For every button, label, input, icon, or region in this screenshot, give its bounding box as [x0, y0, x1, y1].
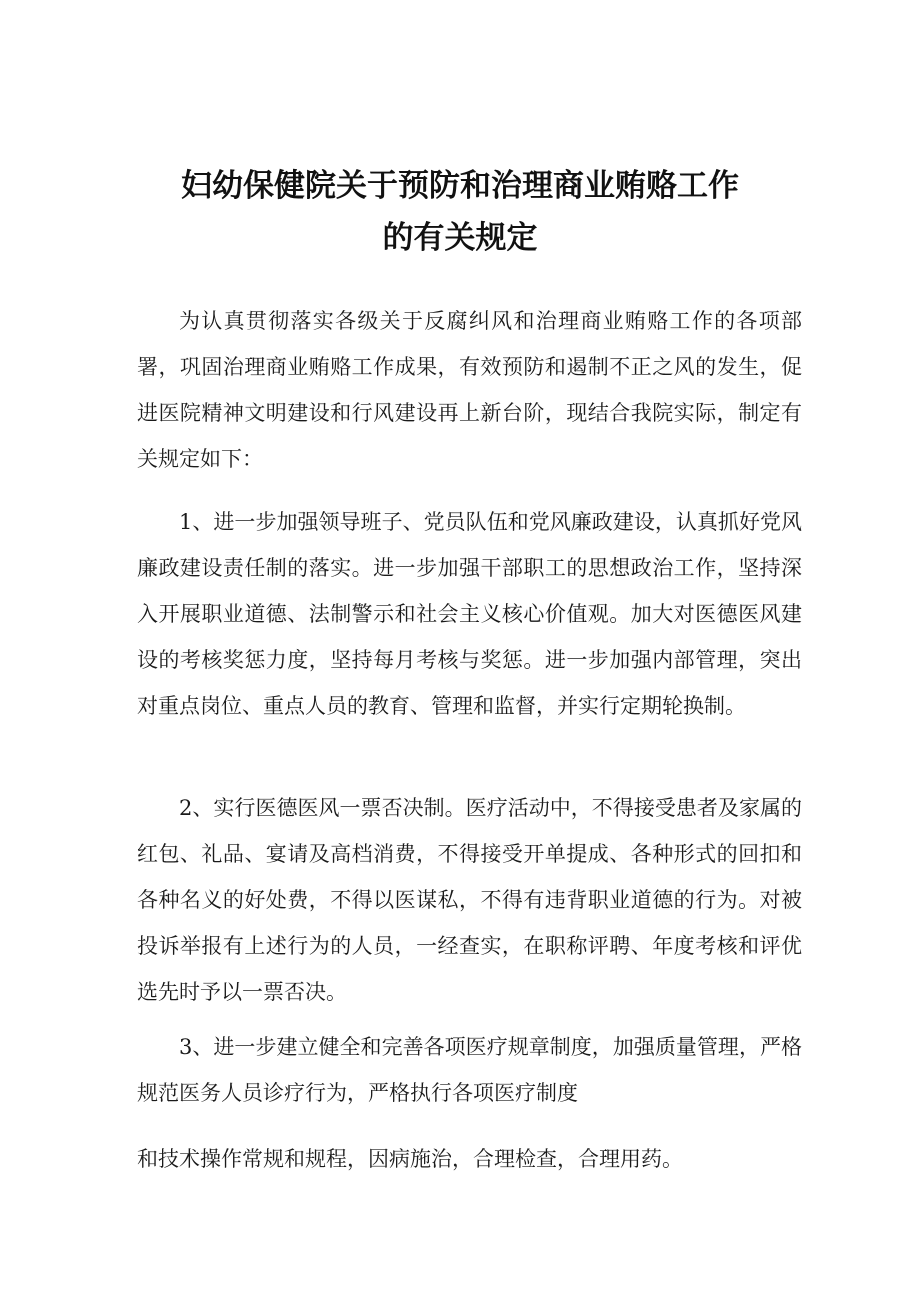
item-3-paragraph: [137, 1024, 802, 1182]
document-title-line-1: 妇幼保健院关于预防和治理商业贿赂工作: [181, 168, 739, 204]
document-title-line-2: 的有关规定: [382, 220, 538, 256]
item-3-text: 3、进一步建立健全和完善各项医疗规章制度，加强质量管理，严格规范医务人员诊疗行为，严格执行各项医疗制度: [137, 1035, 802, 1105]
intro-paragraph: 为认真贯彻落实各级关于反腐纠风和治理商业贿赂工作的各项部署，巩固治理商业贿赂工作成果，有效预防和遏制不正之风的发生，促进医院精神文明建设和行风建设再上新台阶，现结合我院实际，制定有关规定如下：: [137, 309, 802, 471]
item-1-paragraph: 1、进一步加强领导班子、党员队伍和党风廉政建设，认真抓好党风廉政建设责任制的落实。进一步加强干部职工的思想政治工作，坚持深入开展职业道德、法制警示和社会主义核心价值观。加大对医德医风建设的考核奖惩力度，坚持每月考核与奖惩。进一步加强内部管理，突出对重点岗位、重点人员的教育、管理和监督，并实行定期轮换制。: [137, 510, 802, 718]
item-2-paragraph: 2、实行医德医风一票否决制。医疗活动中，不得接受患者及家属的红包、礼品、宴请及高档消费，不得接受开单提成、各种形式的回扣和各种名义的好处费，不得以医谋私，不得有违背职业道德的行为。对被投诉举报有上述行为的人员，一经查实，在职称评聘、年度考核和评优选先时予以一票否决。: [137, 796, 802, 1004]
item-3-tail-text: 和技术操作常规和规程，因病施治，合理检查，合理用药。: [137, 1147, 683, 1171]
